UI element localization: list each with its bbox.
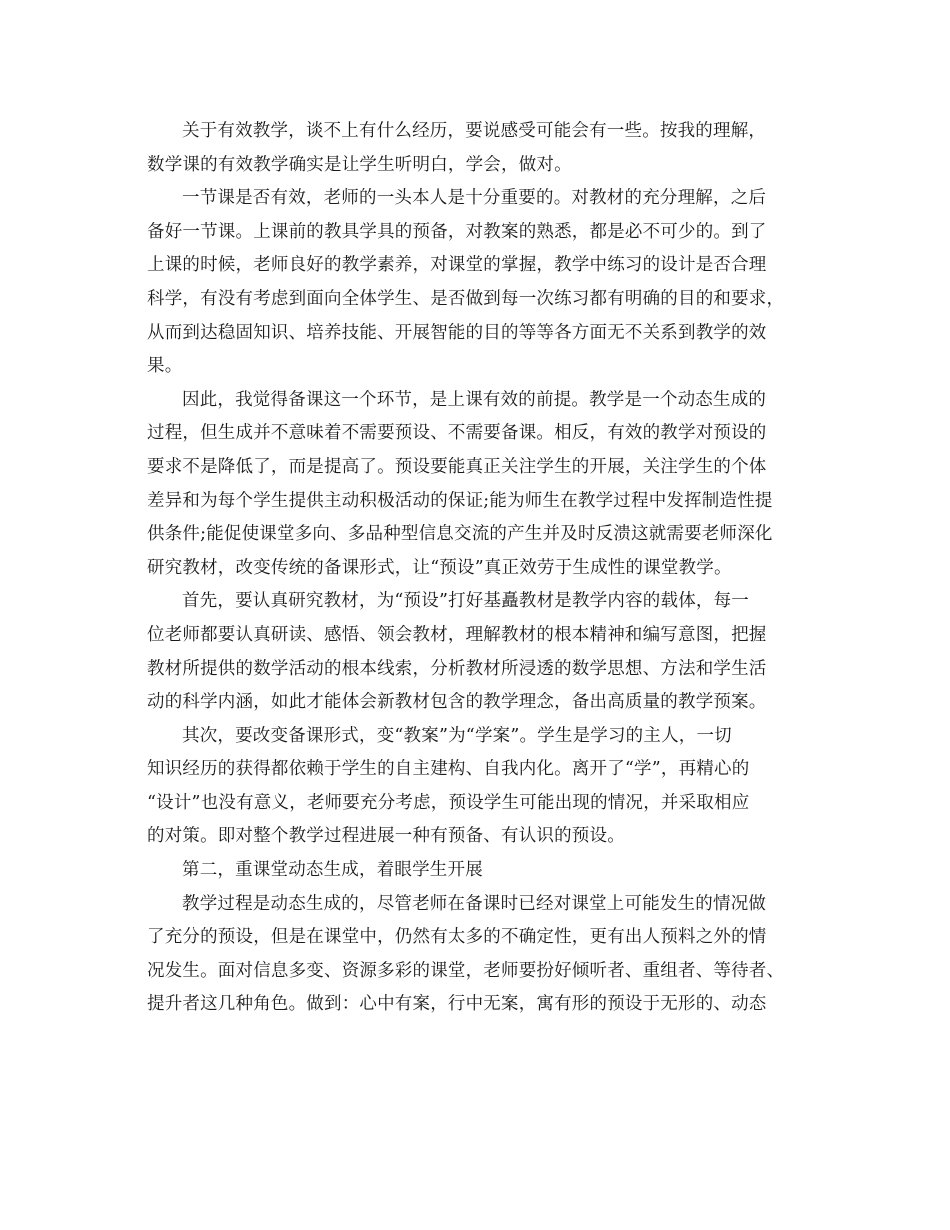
paragraph-4-line-1: 首先，要认真研究教材，为“预设”打好基矗教材是教学内容的载体，每一 xyxy=(182,591,749,612)
paragraph-2-line-3: 上课的时候，老师良好的教学素养，对课堂的掌握，教学中练习的设计是否合理 xyxy=(147,255,767,276)
paragraph-6-line-3: 况发生。面对信息多变、资源多彩的课堂，老师要扮好倾听者、重组者、等待者、 xyxy=(147,960,785,981)
paragraph-2-line-5: 从而到达稳固知识、培养技能、开展智能的目的等等各方面无不关系到教学的效 xyxy=(147,322,767,343)
paragraph-3-line-5: 供条件;能促使课堂多向、多品种型信息交流的产生并及时反溃这就需要老师深化 xyxy=(147,524,773,545)
paragraph-3-line-1: 因此，我觉得备课这一个环节，是上课有效的前提。教学是一个动态生成的 xyxy=(182,389,767,410)
paragraph-4-line-4: 动的科学内涵，如此才能体会新教材包含的教学理念，备出高质量的教学预案。 xyxy=(147,692,767,713)
document-body xyxy=(147,115,809,1022)
paragraph-1-line-1: 关于有效教学，谈不上有什么经历，要说感受可能会有一些。按我的理解， xyxy=(182,121,767,141)
paragraph-3-line-3: 要求不是降低了，而是提高了。预设要能真正关注学生的开展，关注学生的个体 xyxy=(147,456,767,477)
paragraph-6-line-2: 了充分的预设，但是在课堂中，仍然有太多的不确定性，更有出人预料之外的情 xyxy=(147,927,767,948)
paragraph-2-line-1: 一节课是否有效，老师的一头本人是十分重要的。对教材的充分理解，之后 xyxy=(182,188,767,209)
paragraph-5-line-1: 其次，要改变备课形式，变“教案”为“学案”。学生是学习的主人，一切 xyxy=(182,725,732,746)
paragraph-4-line-3: 教材所提供的数学活动的根本线索，分析教材所浸透的数学思想、方法和学生活 xyxy=(147,658,767,679)
paragraph-6-line-4: 提升者这几种角色。做到：心中有案，行中无案，寓有形的预设于无形的、动态 xyxy=(147,994,767,1015)
paragraph-2-line-4: 科学，有没有考虑到面向全体学生、是否做到每一次练习都有明确的目的和要求， xyxy=(147,288,785,309)
paragraph-4-line-2: 位老师都要认真研读、感悟、领会教材，理解教材的根本精神和编写意图，把握 xyxy=(147,624,767,645)
paragraph-5-line-3: “设计”也没有意义，老师要充分考虑，预设学生可能出现的情况，并采取相应 xyxy=(147,792,750,813)
paragraph-5-line-2: 知识经历的获得都依赖于学生的自主建构、自我内化。离开了“学”，再精心的 xyxy=(147,759,750,780)
paragraph-3-line-4: 差异和为每个学生提供主动积极活动的保证;能为师生在教学过程中发挥制造性提 xyxy=(147,490,773,511)
paragraph-6-line-1: 教学过程是动态生成的，尽管老师在备课时已经对课堂上可能发生的情况做 xyxy=(182,893,767,914)
paragraph-5-line-4: 的对策。即对整个教学过程进展一种有预备、有认识的预设。 xyxy=(147,826,625,847)
paragraph-3-line-2: 过程，但生成并不意味着不需要预设、不需要备课。相反，有效的教学对预设的 xyxy=(147,423,767,444)
paragraph-2-line-6: 果。 xyxy=(147,356,183,377)
section-heading: 第二，重课堂动态生成，着眼学生开展 xyxy=(182,860,483,881)
paragraph-1-line-2: 数学课的有效教学确实是让学生听明白，学会，做对。 xyxy=(147,154,572,175)
paragraph-3-line-6: 研究教材，改变传统的备课形式，让“预设”真正效劳于生成性的课堂教学。 xyxy=(147,557,732,578)
paragraph-2-line-2: 备好一节课。上课前的教具学具的预备，对教案的熟悉，都是必不可少的。到了 xyxy=(147,221,767,242)
